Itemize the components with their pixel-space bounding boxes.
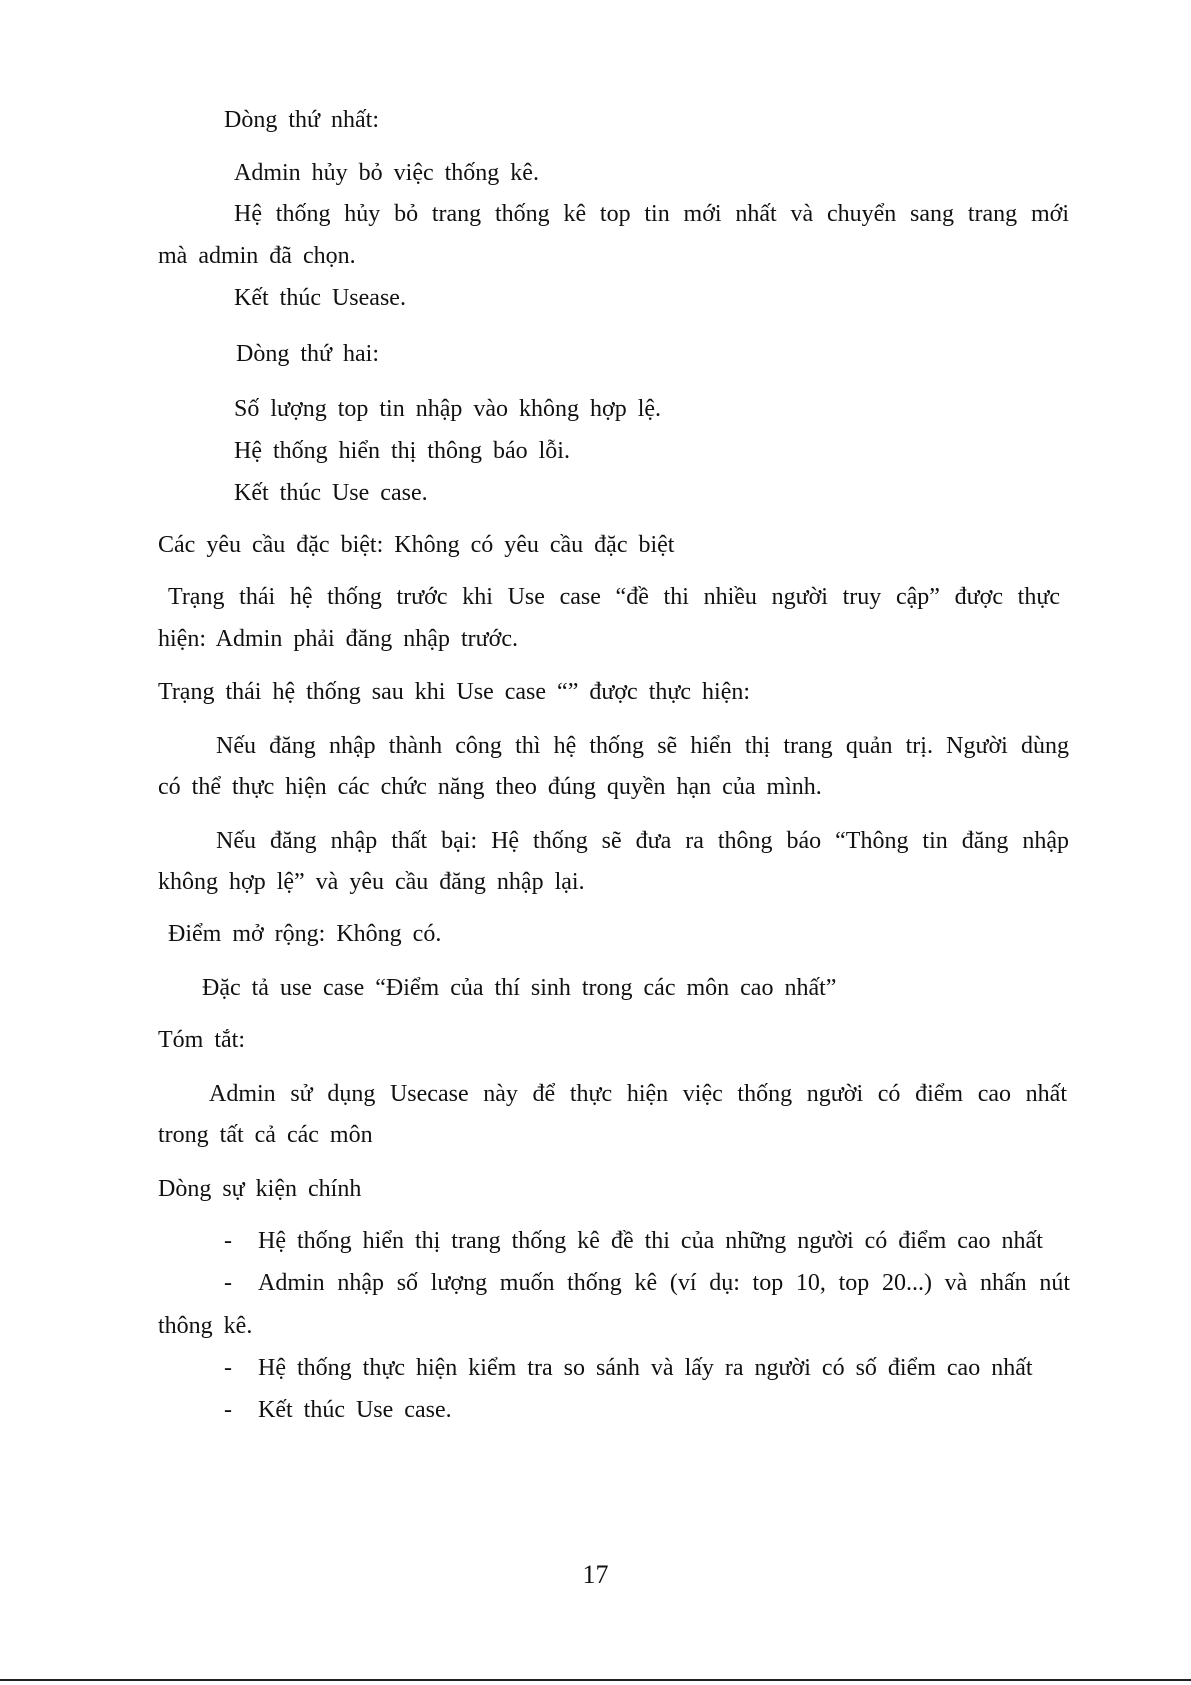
page-number: 17 — [582, 1560, 609, 1589]
paragraph-line: có thể thực hiện các chức năng theo đúng quyền hạn của mình. — [158, 774, 822, 800]
main-flow-heading: Dòng sự kiện chính — [158, 1176, 362, 1202]
paragraph-line: thông kê. — [158, 1313, 253, 1339]
list-item: Đặc tả use case “Điểm của thí sinh trong các môn cao nhất” — [202, 975, 837, 1001]
footer-rule — [0, 1679, 1191, 1681]
heading-second-flow: Dòng thứ hai: — [236, 341, 379, 367]
list-item: - Hệ thống thực hiện kiểm tra so sánh và lấy ra người có số điểm cao nhất — [224, 1355, 1033, 1381]
list-item: Nếu đăng nhập thất bại: Hệ thống sẽ đưa ra thông báo “Thông tin đăng nhập — [216, 828, 1069, 854]
paragraph-line: hiện: Admin phải đăng nhập trước. — [158, 626, 518, 652]
paragraph-line: Admin sử dụng Usecase này để thực hiện việc thống người có điểm cao nhất — [209, 1081, 1067, 1107]
list-item: Số lượng top tin nhập vào không hợp lệ. — [234, 396, 662, 422]
summary-heading: Tóm tắt: — [158, 1027, 245, 1053]
list-item: Kết thúc Usease. — [234, 285, 406, 311]
dash-marker: - — [224, 1270, 232, 1296]
heading-first-flow: Dòng thứ nhất: — [224, 107, 379, 133]
special-requirements: Các yêu cầu đặc biệt: Không có yêu cầu đặc biệt — [158, 532, 675, 558]
list-item: Hệ thống hiển thị thông báo lỗi. — [234, 438, 570, 464]
paragraph-line: mà admin đã chọn. — [158, 243, 356, 269]
paragraph-line: không hợp lệ” và yêu cầu đăng nhập lại. — [158, 869, 585, 895]
dash-marker: - — [224, 1228, 232, 1254]
list-item: Admin hủy bỏ việc thống kê. — [234, 160, 539, 186]
list-item: Nếu đăng nhập thành công thì hệ thống sẽ hiển thị trang quản trị. Người dùng — [216, 733, 1069, 759]
list-item: Kết thúc Use case. — [234, 480, 428, 506]
list-item: Trạng thái hệ thống trước khi Use case “đề thi nhiều người truy cập” được thực — [168, 584, 1060, 610]
dash-marker: - — [224, 1397, 232, 1423]
list-item: - Kết thúc Use case. — [224, 1397, 452, 1423]
list-item: - Admin nhập số lượng muốn thống kê (ví dụ: top 10, top 20...) và nhấn nút — [224, 1270, 1070, 1296]
list-item: - Hệ thống hiển thị trang thống kê đề thi của những người có điểm cao nhất — [224, 1228, 1043, 1254]
post-condition-heading: Trạng thái hệ thống sau khi Use case “” được thực hiện: — [158, 679, 751, 705]
dash-marker: - — [224, 1355, 232, 1381]
list-item: Điểm mở rộng: Không có. — [168, 921, 442, 947]
paragraph-line: trong tất cả các môn — [158, 1122, 373, 1148]
list-item: Hệ thống hủy bỏ trang thống kê top tin mới nhất và chuyển sang trang mới — [234, 201, 1069, 227]
